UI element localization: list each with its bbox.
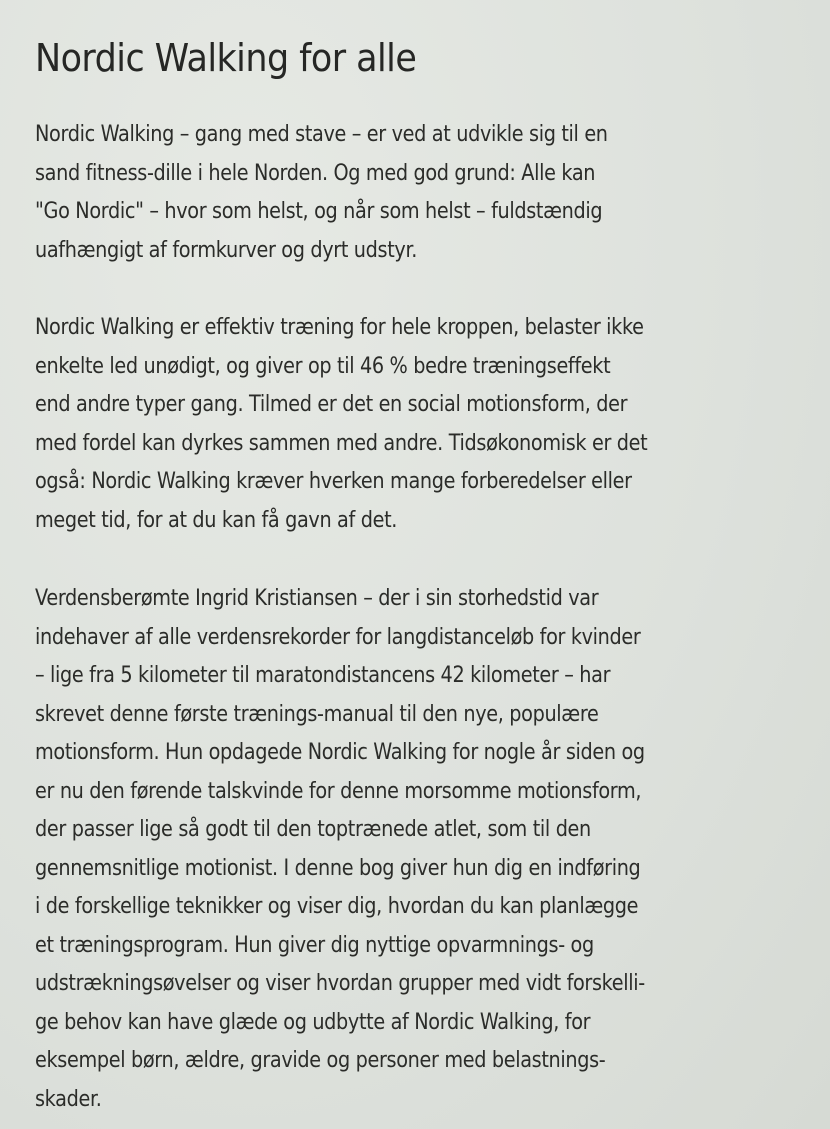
text-line: er nu den førende talskvinde for denne morsomme motionsform, [35, 778, 642, 804]
text-line: der passer lige så godt til den toptrænede atlet, som til den [35, 817, 591, 842]
text-line: gennemsnitlige motionist. I denne bog giver hun dig en indføring [35, 855, 641, 881]
text-line: eksempel børn, ældre, gravide og personer med belastnings- [35, 1048, 606, 1073]
paragraph-benefits [35, 309, 735, 540]
text-line: i de forskellige teknikker og viser dig, hvordan du kan planlægge [35, 894, 639, 919]
text-line: Nordic Walking – gang med stave – er ved at udvikle sig til en [35, 122, 608, 147]
text-line: skader. [35, 1086, 102, 1112]
text-line: et træningsprogram. Hun giver dig nyttige opvarmnings- og [35, 932, 594, 958]
text-line: sand fitness-dille i hele Norden. Og med god grund: Alle kan [35, 160, 596, 186]
text-line: – lige fra 5 kilometer til maratondistancens 42 kilometer – har [35, 663, 611, 688]
text-line: også: Nordic Walking kræver hverken mange forberedelser eller [35, 469, 632, 494]
text-line: enkelte led unødigt, og giver op til 46 % bedre træningseffekt [35, 353, 611, 379]
text-line: Nordic Walking er effektiv træning for hele kroppen, belaster ikke [35, 315, 644, 340]
text-line: med fordel kan dyrkes sammen med andre. Tidsøkonomisk er det [35, 430, 648, 456]
page-title: Nordic Walking for alle [35, 36, 417, 80]
text-line: uafhængigt af formkurver og dyrt udstyr. [35, 237, 418, 263]
text-line: "Go Nordic" – hvor som helst, og når som helst – fuldstændig [35, 199, 603, 224]
text-line: skrevet denne første trænings-manual til den nye, populære [35, 701, 599, 727]
text-line: Verdensberømte Ingrid Kristiansen – der i sin storhedstid var [35, 586, 599, 611]
paragraph-intro [35, 116, 689, 270]
paragraph-author [35, 580, 732, 1119]
text-line: ge behov kan have glæde og udbytte af Nordic Walking, for [35, 1009, 591, 1035]
text-line: meget tid, for at du kan få gavn af det. [35, 507, 398, 533]
text-line: udstrækningsøvelser og viser hvordan grupper med vidt forskelli- [35, 971, 645, 996]
text-line: end andre typer gang. Tilmed er det en social motionsform, der [35, 392, 628, 417]
text-line: motionsform. Hun opdagede Nordic Walking for nogle år siden og [35, 740, 645, 765]
text-line: indehaver af alle verdensrekorder for langdistanceløb for kvinder [35, 624, 641, 650]
